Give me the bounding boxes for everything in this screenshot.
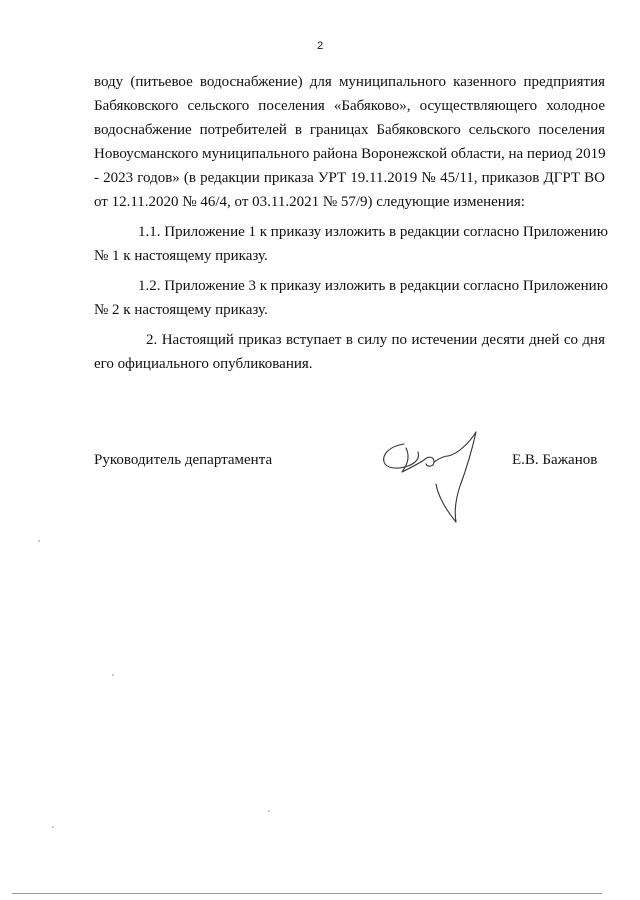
page-number: 2: [316, 40, 324, 52]
scan-speck: [38, 540, 40, 542]
text-line: водоснабжение потребителей в границах Бабяковского сельского поселения: [94, 122, 605, 138]
text-line: № 2 к настоящему приказу.: [94, 302, 268, 318]
text-line: 1.2. Приложение 3 к приказу изложить в редакции согласно Приложению: [138, 278, 608, 294]
document-body: [94, 70, 608, 376]
text-line: - 2023 годов» (в редакции приказа УРТ 19.11.2019 № 45/11, приказов ДГРТ ВО: [94, 170, 605, 186]
signer-title: Руководитель департамента: [94, 452, 273, 468]
text-line: его официального опубликования.: [94, 356, 313, 372]
text-line: № 1 к настоящему приказу.: [94, 248, 268, 264]
text-line: Бабяковского сельского поселения «Бабяково», осуществляющего холодное: [94, 98, 605, 114]
text-line: воду (питьевое водоснабжение) для муниципального казенного предприятия: [94, 74, 605, 90]
scan-speck: [52, 826, 54, 828]
signer-name: Е.В. Бажанов: [512, 452, 598, 468]
paragraph-item-1-2: [94, 274, 608, 322]
paragraph-amendment-intro: [94, 70, 605, 214]
scan-speck: [268, 810, 270, 812]
page-bottom-edge: [12, 893, 602, 894]
text-line: Новоусманского муниципального района Воронежской области, на период 2019: [94, 146, 606, 162]
text-line: 2. Настоящий приказ вступает в силу по истечении десяти дней со дня: [146, 332, 605, 348]
text-line: 1.1. Приложение 1 к приказу изложить в редакции согласно Приложению: [138, 224, 608, 240]
paragraph-item-1-1: [94, 220, 608, 268]
text-line: от 12.11.2020 № 46/4, от 03.11.2021 № 57/9) следующие изменения:: [94, 194, 525, 210]
paragraph-item-2: [94, 328, 605, 376]
scan-speck: [112, 674, 114, 676]
handwritten-signature-icon: [376, 428, 488, 528]
